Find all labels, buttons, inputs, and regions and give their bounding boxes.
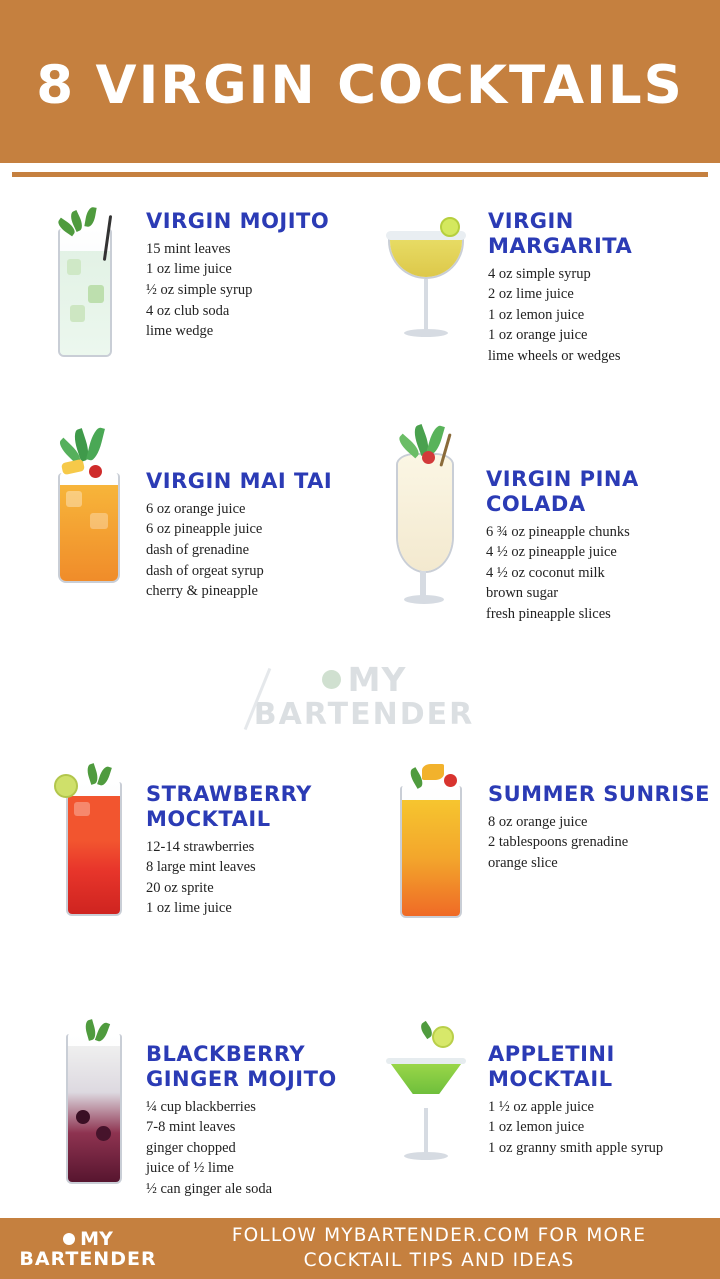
recipe-card-virgin-margarita	[378, 205, 708, 366]
ingredient-item: 1 oz lime juice	[146, 261, 232, 278]
footer-text-line1: FOLLOW MYBARTENDER.COM FOR MORE	[231, 1225, 647, 1247]
ingredient-item: 20 oz sprite	[146, 879, 214, 896]
header-divider	[12, 172, 708, 177]
recipe-title: VIRGIN PINA COLADA	[486, 467, 639, 516]
ingredient-item: 2 tablespoons grenadine	[488, 834, 629, 851]
ingredient-item: 1 ½ oz apple juice	[488, 1098, 594, 1115]
highball-glass-icon	[378, 760, 478, 920]
recipe-ingredients	[488, 1097, 688, 1159]
watermark-line2: BARTENDER	[253, 697, 475, 732]
recipe-card-appletini-mocktail	[378, 1020, 718, 1180]
page-title: 8 VIRGIN COCKTAILS	[36, 55, 684, 116]
recipe-ingredients	[488, 812, 710, 874]
collins-glass-icon	[40, 1020, 136, 1190]
recipe-card-summer-sunrise	[378, 760, 718, 920]
recipe-card-virgin-pina-colada	[378, 425, 718, 624]
ingredient-item: 1 oz lemon juice	[488, 306, 585, 323]
ingredient-item: 4 oz club soda	[146, 302, 230, 319]
hurricane-glass-icon	[378, 425, 478, 615]
ingredient-item: 4 ½ oz pineapple juice	[486, 544, 617, 561]
ingredient-item: ½ oz simple syrup	[146, 281, 253, 298]
ingredient-item: 1 oz granny smith apple syrup	[488, 1139, 664, 1156]
ingredient-item: ginger chopped	[146, 1139, 236, 1156]
recipe-card-blackberry-ginger-mojito	[40, 1020, 370, 1199]
ingredient-item: 8 oz orange juice	[488, 813, 588, 830]
ingredient-item: 12-14 strawberries	[146, 838, 255, 855]
ingredient-item: cherry & pineapple	[146, 583, 258, 600]
recipe-ingredients	[146, 1097, 356, 1200]
olive-dot-icon	[322, 670, 341, 689]
ingredient-item: 6 ¾ oz pineapple chunks	[486, 523, 630, 540]
ingredient-item: 2 oz lime juice	[488, 286, 574, 303]
ingredient-item: lime wedge	[146, 323, 214, 340]
header-banner	[0, 0, 720, 163]
collins-glass-icon	[40, 760, 136, 920]
ingredient-item: fresh pineapple slices	[486, 605, 611, 622]
ingredient-item: 1 oz lemon juice	[488, 1119, 585, 1136]
recipe-title: STRAWBERRY MOCKTAIL	[146, 782, 312, 831]
footer-call-to-action	[176, 1224, 720, 1273]
ingredient-item: 6 oz pineapple juice	[146, 521, 263, 538]
recipe-ingredients	[146, 837, 346, 919]
recipe-title: APPLETINI MOCKTAIL	[488, 1042, 615, 1091]
ingredient-item: orange slice	[488, 854, 558, 871]
watermark-line1: MY	[347, 660, 407, 699]
recipe-title: VIRGIN MARGARITA	[488, 209, 633, 258]
margarita-glass-icon	[378, 205, 478, 365]
recipe-card-strawberry-mocktail	[40, 760, 370, 920]
ingredient-item: 4 oz simple syrup	[488, 265, 591, 282]
recipe-ingredients	[146, 239, 329, 342]
ingredient-item: 4 ½ oz coconut milk	[486, 564, 605, 581]
recipe-title: BLACKBERRY GINGER MOJITO	[146, 1042, 337, 1091]
ingredient-item: dash of orgeat syrup	[146, 562, 264, 579]
footer-banner	[0, 1218, 720, 1279]
recipe-title: SUMMER SUNRISE	[488, 782, 711, 806]
martini-glass-icon	[378, 1020, 478, 1180]
recipe-card-virgin-mai-tai	[32, 425, 362, 602]
ingredient-item: 1 oz orange juice	[488, 327, 588, 344]
footer-text-line2: COCKTAIL TIPS AND IDEAS	[303, 1249, 575, 1271]
ingredient-item: dash of grenadine	[146, 541, 250, 558]
recipe-title: VIRGIN MAI TAI	[146, 469, 333, 493]
recipe-ingredients	[146, 499, 332, 602]
watermark-logo	[232, 660, 496, 738]
rocks-glass-icon	[32, 425, 136, 585]
ingredient-item: 7-8 mint leaves	[146, 1119, 236, 1136]
recipe-title: VIRGIN MOJITO	[146, 209, 330, 233]
ingredient-item: 15 mint leaves	[146, 240, 231, 257]
ingredient-item: juice of ½ lime	[146, 1160, 234, 1177]
recipe-ingredients	[488, 264, 708, 367]
ingredient-item: ½ can ginger ale soda	[146, 1180, 273, 1197]
footer-logo-line2: BARTENDER	[19, 1247, 157, 1270]
ingredient-item: 6 oz orange juice	[146, 500, 246, 517]
ingredient-item: 8 large mint leaves	[146, 859, 256, 876]
recipe-card-virgin-mojito	[32, 205, 362, 355]
ingredient-item: lime wheels or wedges	[488, 347, 621, 364]
footer-logo-line1: MY	[80, 1227, 113, 1250]
tall-tumbler-glass-icon	[32, 205, 136, 355]
footer-logo[interactable]	[0, 1228, 176, 1270]
recipe-ingredients	[486, 522, 716, 625]
olive-dot-icon	[63, 1233, 75, 1245]
ingredient-item: brown sugar	[486, 585, 559, 602]
ingredient-item: ¼ cup blackberries	[146, 1098, 256, 1115]
ingredient-item: 1 oz lime juice	[146, 900, 232, 917]
